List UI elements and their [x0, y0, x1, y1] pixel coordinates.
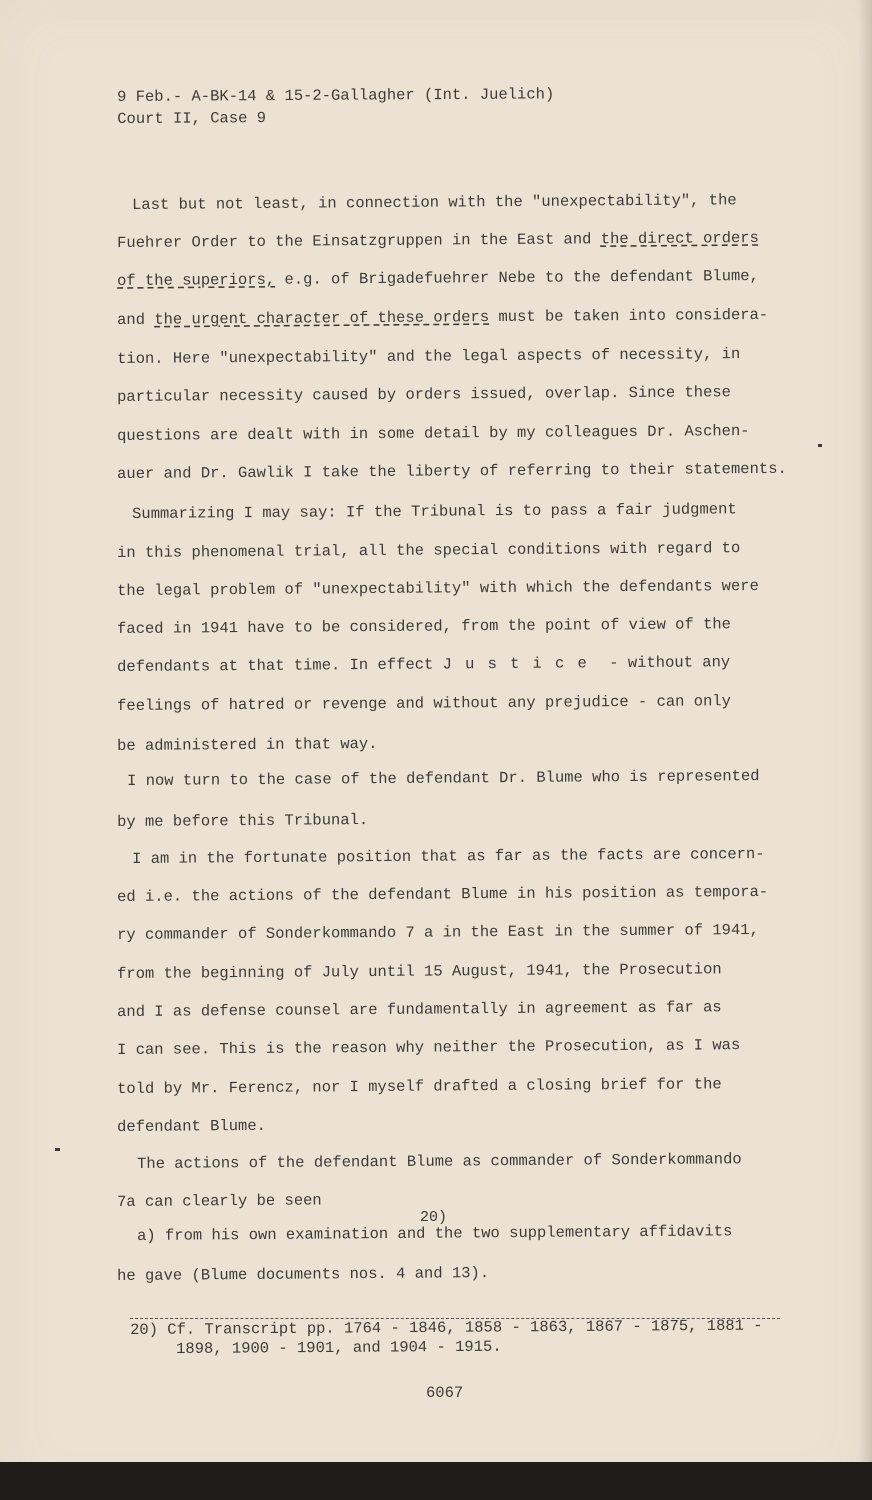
p5-line3: a) from his own examination and the two supplementary affidavits [137, 1222, 733, 1245]
p1-line8: auer and Dr. Gawlik I take the liberty of referring to their statements. [117, 459, 787, 483]
p1-line2-text: Fuehrer Order to the Einsatzgruppen in the East and [117, 230, 601, 252]
p4-line7: told by Mr. Ferencz, nor I myself drafted a closing brief for the [117, 1075, 722, 1098]
p4-line1: I am in the fortunate position that as far as the facts are concern- [132, 845, 765, 868]
margin-mark-left [55, 1148, 60, 1151]
p4-line4: from the beginning of July until 15 August, 1941, the Prosecution [117, 960, 722, 983]
p1-line4 [117, 306, 768, 329]
p5-line2: 7a can clearly be seen [117, 1191, 322, 1211]
footnote-line1: 20) Cf. Transcript pp. 1764 - 1846, 1858 - 1863, 1867 - 1875, 1881 - [130, 1316, 763, 1339]
p2-line5-text-a: defendants at that time. In effect [117, 655, 443, 676]
footnote-reference: 20) [420, 1209, 448, 1226]
p4-line8: defendant Blume. [117, 1116, 266, 1136]
p2-line7: be administered in that way. [117, 734, 378, 755]
p1-line3-text: e.g. of Brigadefuehrer Nebe to the defendant Blume, [275, 266, 759, 289]
p1-line2 [117, 229, 759, 252]
p2-line3: the legal problem of "unexpectability" with which the defendants were [117, 576, 759, 600]
p5-line4: he gave (Blume documents nos. 4 and 13). [117, 1264, 490, 1285]
footnote-line2: 1898, 1900 - 1901, and 1904 - 1915. [176, 1337, 502, 1358]
header-line-date-reference: 9 Feb.- A-BK-14 & 15-2-Gallagher (Int. Juelich) [117, 85, 555, 106]
p2-line5 [117, 653, 730, 676]
p3-line2: by me before this Tribunal. [117, 811, 369, 831]
p1-line3 [117, 267, 759, 290]
page-edge-shadow [858, 0, 872, 1462]
p1-line4-text-a: and [117, 310, 155, 329]
p1-line5: tion. Here "unexpectability" and the legal aspects of necessity, in [117, 345, 741, 368]
p2-line4: faced in 1941 have to be considered, from the point of view of the [117, 615, 732, 638]
scan-bottom-border [0, 1462, 872, 1500]
p2-line5-text-b: - without any [599, 653, 731, 673]
page-number: 6067 [426, 1384, 464, 1402]
p2-line5-spaced-word: Justice [442, 654, 601, 674]
p1-line1: Last but not least, in connection with the "unexpectability", the [132, 191, 737, 214]
p4-line3: ry commander of Sonderkommando 7 a in the East in the summer of 1941, [117, 920, 759, 944]
p1-line4-text-b: must be taken into considera- [489, 305, 769, 327]
p2-line2: in this phenomenal trial, all the special conditions with regard to [117, 539, 741, 562]
p2-line1: Summarizing I may say: If the Tribunal is to pass a fair judgment [132, 500, 737, 523]
document-header [117, 83, 554, 130]
p4-line5: and I as defense counsel are fundamentally in agreement as far as [117, 998, 722, 1021]
p3-line1: I now turn to the case of the defendant Dr. Blume who is represented [127, 767, 760, 790]
p2-line6: feelings of hatred or revenge and without any prejudice - can only [117, 692, 732, 715]
p5-line1: The actions of the defendant Blume as commander of Sonderkommando [137, 1150, 742, 1173]
p1-line3-underlined: of the superiors, [117, 270, 276, 290]
p1-line4-underlined: the urgent character of these orders [154, 308, 490, 329]
p4-line6: I can see. This is the reason why neither the Prosecution, as I was [117, 1036, 741, 1059]
margin-mark-right [818, 444, 822, 447]
p4-line2: ed i.e. the actions of the defendant Blume in his position as tempora- [117, 882, 769, 906]
p1-line6: particular necessity caused by orders issued, overlap. Since these [117, 383, 732, 406]
p1-line7: questions are dealt with in some detail by my colleagues Dr. Aschen- [117, 422, 750, 445]
header-line-court-case: Court II, Case 9 [117, 109, 267, 128]
p1-line2-underlined: the direct orders [600, 228, 759, 249]
